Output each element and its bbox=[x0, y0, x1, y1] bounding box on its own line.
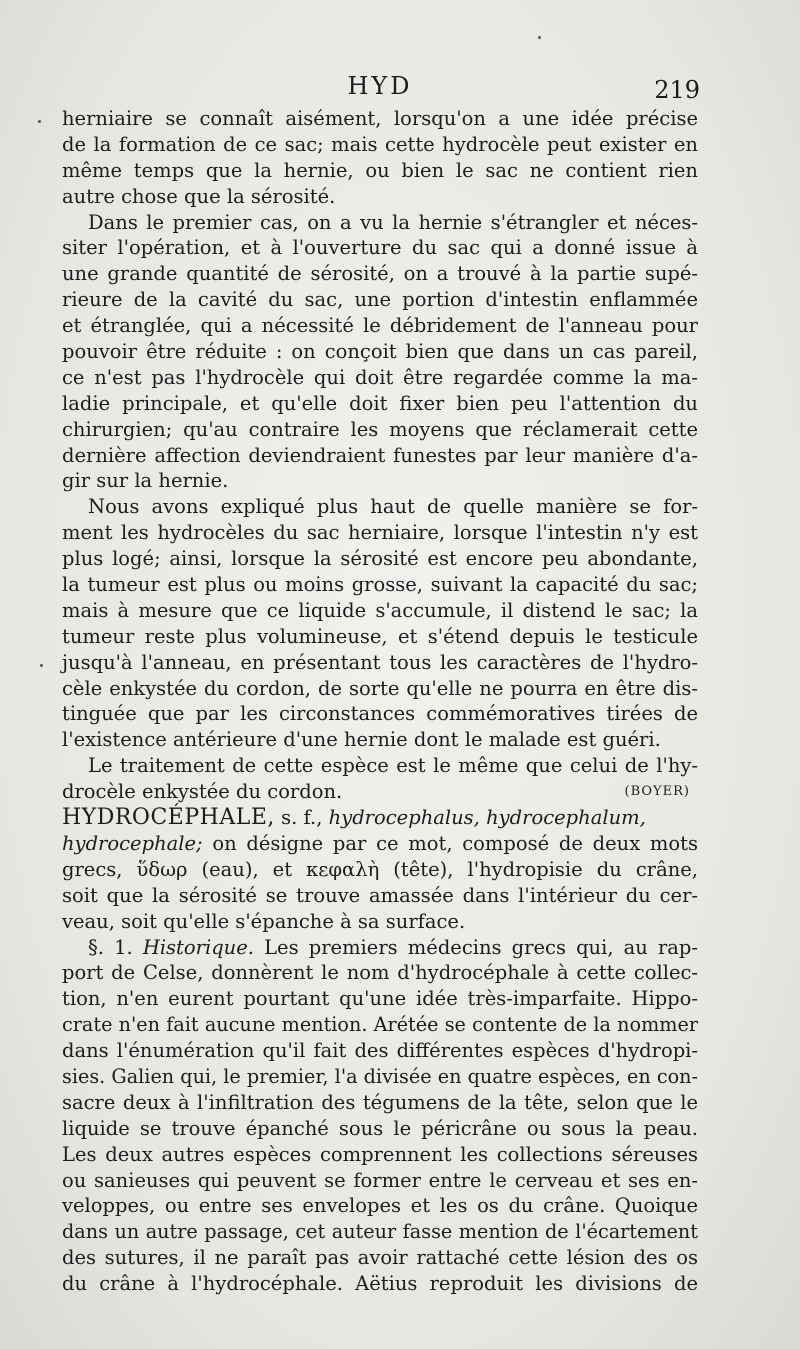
text-line: tion, n'en eurent pourtant qu'une idée très-imparfaite. Hippo- bbox=[62, 987, 698, 1011]
text-line: et étranglée, qui a nécessité le débridement de l'anneau pour bbox=[62, 314, 698, 338]
text-line bbox=[62, 779, 698, 805]
text-line: mais à mesure que ce liquide s'accumule, il distend le sac; la bbox=[62, 598, 698, 622]
text-line: ladie principale, et qu'elle doit fixer bien peu l'attention du bbox=[62, 391, 698, 415]
text-line: la tumeur est plus ou moins grosse, suivant la capacité du sac; bbox=[62, 573, 698, 597]
author-signature: (BOYER) bbox=[624, 784, 690, 800]
text-line: dans l'énumération qu'il fait des différentes espèces d'hydropi- bbox=[62, 1039, 698, 1063]
entry-second-line bbox=[62, 831, 698, 857]
text-line: ce n'est pas l'hydrocèle qui doit être regardée comme la ma- bbox=[62, 365, 698, 389]
latin-term: hydrocephalum, bbox=[486, 806, 646, 830]
text-line: une grande quantité de sérosité, on a trouvé à la partie supé- bbox=[62, 262, 698, 286]
entry-first-line bbox=[62, 805, 698, 831]
paper-speck bbox=[538, 36, 541, 39]
entry-gender: s. f., bbox=[281, 806, 323, 830]
latin-term: hydrocephalus, bbox=[328, 806, 480, 830]
paper-speck bbox=[40, 664, 43, 667]
text-line: gir sur la hernie. bbox=[62, 469, 229, 493]
text-line: dans un autre passage, cet auteur fasse mention de l'écartement bbox=[62, 1220, 698, 1244]
text-line: même temps que la hernie, ou bien le sac ne contient rien bbox=[62, 158, 698, 182]
paper-speck bbox=[38, 120, 41, 123]
text-line: sies. Galien qui, le premier, l'a divisée en quatre espèces, en con- bbox=[62, 1064, 698, 1088]
text-line: Le traitement de cette espèce est le même que celui de l'hy- bbox=[88, 754, 698, 778]
entry-hydrocephale bbox=[62, 805, 698, 934]
text-line: ment les hydrocèles du sac herniaire, lorsque l'intestin n'y est bbox=[62, 521, 698, 545]
section-number: §. 1. bbox=[88, 935, 133, 959]
text-line: l'existence antérieure d'une hernie dont le malade est guéri. bbox=[62, 728, 661, 752]
text-line-content: on désigne par ce mot, composé de deux mots bbox=[212, 831, 698, 855]
text-line: de la formation de ce sac; mais cette hydrocèle peut exister en bbox=[62, 132, 698, 156]
text-line: rieure de la cavité du sac, une portion d'intestin enflammée bbox=[62, 288, 698, 312]
text-line: dernière affection deviendraient funestes par leur manière d'a- bbox=[62, 443, 698, 467]
page-number: 219 bbox=[654, 76, 700, 104]
text-line: port de Celse, donnèrent le nom d'hydrocéphale à cette collec- bbox=[62, 961, 698, 985]
text-line: plus logé; ainsi, lorsque la sérosité est encore peu abondante, bbox=[62, 547, 698, 571]
text-line: tinguée que par les circonstances commémoratives tirées de bbox=[62, 702, 698, 726]
running-head: HYD bbox=[347, 72, 413, 100]
text-line: veloppes, ou entre ses envelopes et les os du crâne. Quoique bbox=[62, 1194, 698, 1218]
section-historique bbox=[62, 935, 698, 1297]
text-line: des sutures, il ne paraît pas avoir rattaché cette lésion des os bbox=[62, 1246, 698, 1270]
text-line-content: Les premiers médecins grecs qui, au rap- bbox=[264, 935, 698, 959]
text-line: Nous avons expliqué plus haut de quelle manière se for- bbox=[88, 495, 698, 519]
text-line: Les deux autres espèces comprennent les collections séreuses bbox=[62, 1142, 698, 1166]
entry-headword: HYDROCÉPHALE, bbox=[62, 805, 275, 831]
text-line: jusqu'à l'anneau, en présentant tous les caractères de l'hydro- bbox=[62, 650, 698, 674]
paragraph-2 bbox=[62, 210, 698, 495]
text-line: du crâne à l'hydrocéphale. Aëtius reproduit les divisions de bbox=[62, 1272, 698, 1296]
text-line: crate n'en fait aucune mention. Arétée se contente de la nommer bbox=[62, 1013, 698, 1037]
text-line: cèle enkystée du cordon, de sorte qu'elle ne pourra en être dis- bbox=[62, 676, 698, 700]
text-line: tumeur reste plus volumineuse, et s'étend depuis le testicule bbox=[62, 624, 698, 648]
text-line: autre chose que la sérosité. bbox=[62, 184, 336, 208]
text-line: chirurgien; qu'au contraire les moyens que réclamerait cette bbox=[62, 417, 698, 441]
text-line: siter l'opération, et à l'ouverture du sac qui a donné issue à bbox=[62, 236, 698, 260]
text-line: veau, soit qu'elle s'épanche à sa surface. bbox=[62, 909, 466, 933]
text-line: sacre deux à l'infiltration des tégumens de la tête, selon que le bbox=[62, 1090, 698, 1114]
text-line: herniaire se connaît aisément, lorsqu'on a une idée précise bbox=[62, 107, 698, 130]
page-body bbox=[62, 106, 698, 1297]
text-line: soit que la sérosité se trouve amassée dans l'intérieur du cer- bbox=[62, 883, 698, 907]
section-first-line bbox=[62, 935, 698, 961]
text-line-content: drocèle enkystée du cordon. bbox=[62, 780, 343, 804]
text-line: pouvoir être réduite : on conçoit bien que dans un cas pareil, bbox=[62, 340, 698, 364]
page-header bbox=[60, 72, 700, 106]
paragraph-4 bbox=[62, 753, 698, 805]
text-line: Dans le premier cas, on a vu la hernie s'étrangler et néces- bbox=[88, 210, 698, 234]
text-line: grecs, ὕδωρ (eau), et κεφαλὴ (tête), l'hydropisie du crâne, bbox=[62, 857, 698, 881]
paragraph-1 bbox=[62, 106, 698, 210]
latin-term: hydrocephale; bbox=[62, 831, 203, 855]
text-line: ou sanieuses qui peuvent se former entre le cerveau et ses en- bbox=[62, 1168, 698, 1192]
text-line: liquide se trouve épanché sous le péricrâne ou sous la peau. bbox=[62, 1116, 698, 1140]
paragraph-3 bbox=[62, 494, 698, 753]
section-title: Historique. bbox=[142, 935, 254, 959]
